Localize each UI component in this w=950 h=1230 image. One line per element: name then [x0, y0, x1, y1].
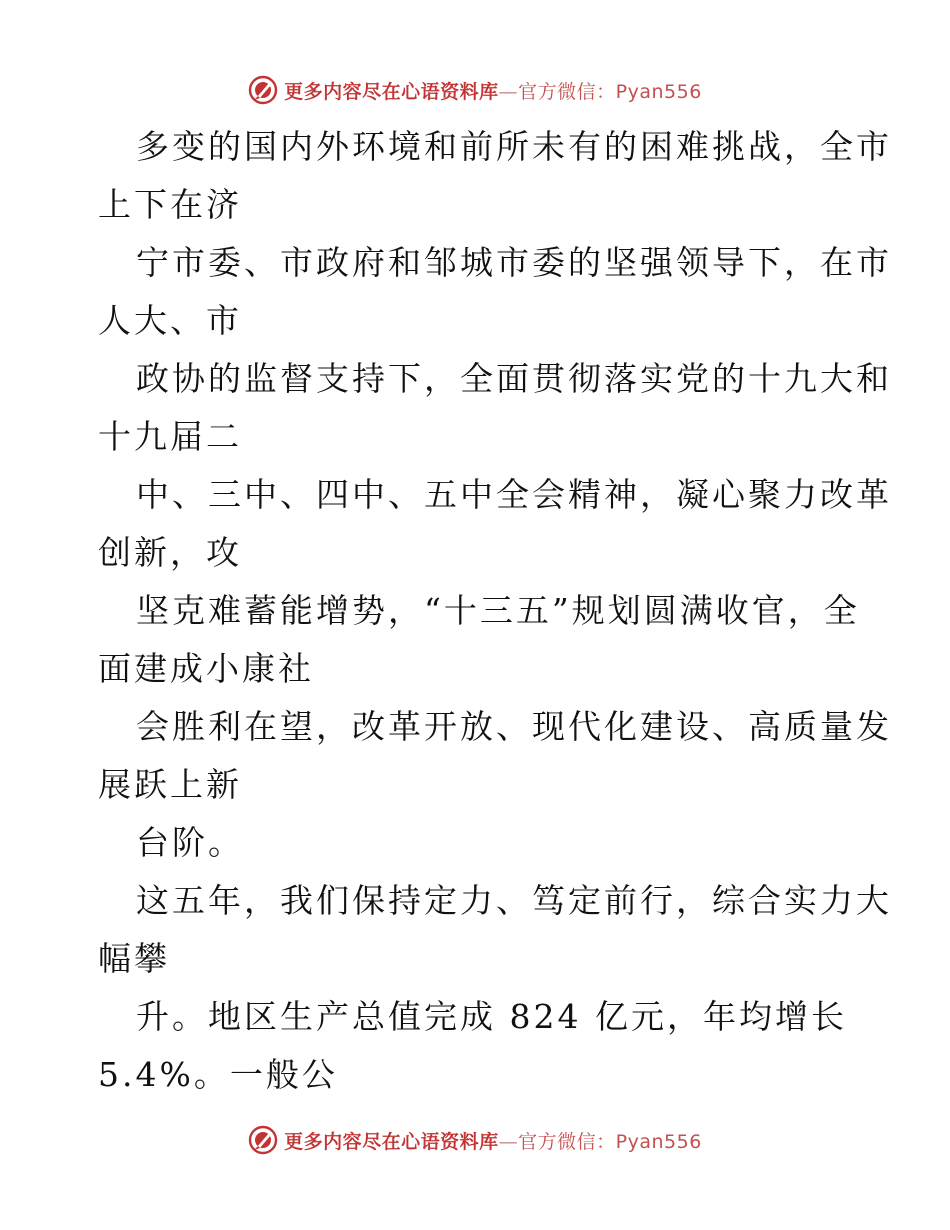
text-line: 这五年，我们保持定力、笃定前行，综合实力大	[136, 881, 892, 920]
text-line: 宁市委、市政府和邹城市委的坚强领导下，在市	[136, 243, 892, 282]
text-line: 展跃上新	[98, 765, 242, 804]
text-line: 面建成小康社	[98, 649, 314, 688]
header-banner	[0, 72, 950, 108]
footer-banner-dash: —	[498, 1130, 519, 1153]
footer-banner-title: 更多内容尽在心语资料库	[284, 1130, 499, 1153]
text-line: 政协的监督支持下，全面贯彻落实党的十九大和	[136, 359, 892, 398]
header-banner-wechat: 官方微信：Pyan556	[518, 80, 702, 103]
text-line: 5.4%。一般公	[98, 1055, 338, 1094]
text-line: 坚克难蓄能增势，“十三五”规划圆满收官，全	[136, 591, 860, 630]
text-line: 中、三中、四中、五中全会精神，凝心聚力改革	[136, 475, 892, 514]
text-line: 创新，攻	[98, 533, 242, 572]
text-line: 幅攀	[98, 939, 170, 978]
text-line: 升。地区生产总值完成 824 亿元，年均增长	[136, 997, 847, 1036]
text-line: 台阶。	[136, 823, 244, 862]
header-banner-dash: —	[498, 80, 519, 103]
pen-logo-icon	[248, 75, 278, 105]
document-body	[98, 118, 892, 1104]
footer-banner-wechat: 官方微信：Pyan556	[518, 1130, 702, 1153]
text-line: 人大、市	[98, 301, 242, 340]
header-banner-title: 更多内容尽在心语资料库	[284, 80, 499, 103]
pen-logo-icon	[248, 1125, 278, 1155]
header-banner-text	[284, 77, 702, 104]
text-line: 十九届二	[98, 417, 242, 456]
text-line: 会胜利在望，改革开放、现代化建设、高质量发	[136, 707, 892, 746]
text-line: 多变的国内外环境和前所未有的困难挑战，全市	[136, 127, 892, 166]
footer-banner	[0, 1122, 950, 1158]
footer-banner-text	[284, 1127, 702, 1154]
text-line: 上下在济	[98, 185, 242, 224]
